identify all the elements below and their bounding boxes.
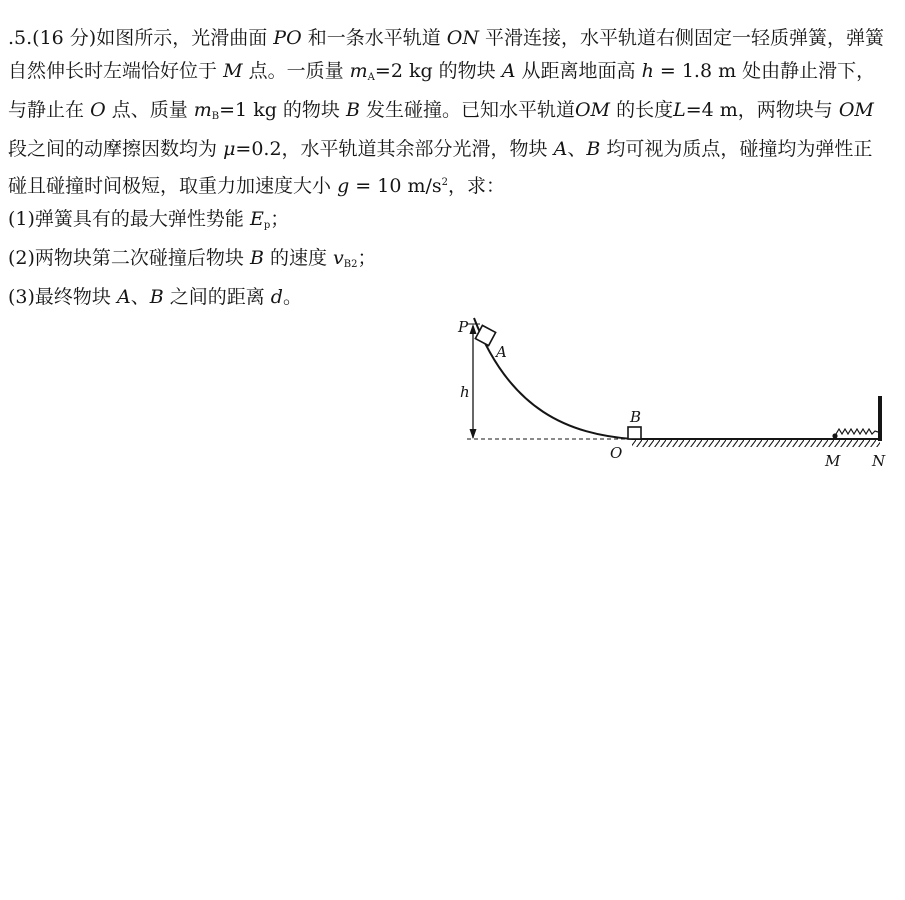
label-B: B [630,408,642,426]
stem-text-7: = 1.8 m 处由静止滑下，与静止在 [8,60,876,121]
var-h: h [641,60,654,82]
stem-text-13: 段之间的动摩擦因数均为 [8,138,218,160]
var-B: B [345,99,360,121]
label-P: P [458,318,469,336]
stem-text-16: 均可视为质点，碰撞均为弹性正碰且碰撞时间极短，取重力加速度大小 [8,138,873,197]
question-1 [8,203,888,242]
question-2 [8,242,888,281]
question-3-end: 。 [282,286,302,308]
question-3-sep: 、 [130,286,150,308]
stem-text-12: =4 m，两物块与 [685,99,833,121]
var-vB2: v [333,247,344,269]
stem-text-15: 、 [567,138,587,160]
q3-var-B: B [149,286,164,308]
var-OM-2: OM [838,99,874,121]
stem-text-9: =1 kg 的物块 [219,99,340,121]
label-h: h [460,383,470,401]
question-3-text: (3)最终物块 [8,286,111,308]
question-1-end: ； [270,208,290,230]
var-g: g [337,175,350,197]
curved-slope [474,318,632,439]
label-A: A [496,343,507,361]
question-2-text: (2)两物块第二次碰撞后物块 [8,247,244,269]
spring-end-M [832,433,837,438]
stem-text-8: 点、质量 [111,99,188,121]
diagram-svg [450,312,890,477]
stem-text-6: 从距离地面高 [521,60,636,82]
stem-text-17: = 10 m/s [355,175,442,197]
var-mA: m [349,60,368,82]
stem-text-14: =0.2，水平轨道其余部分光滑，物块 [235,138,548,160]
q3-var-A: A [116,286,131,308]
var-OM: OM [574,99,611,121]
sub-A: A [367,72,375,83]
label-O: O [610,444,623,462]
ground-hatching [632,440,880,447]
problem-stem [8,22,888,203]
question-3-mid: 之间的距离 [169,286,265,308]
stem-text-5: =2 kg 的物块 [374,60,496,82]
label-M: M [825,452,841,470]
question-3 [8,281,888,314]
var-B-2: B [586,138,601,160]
var-Ep: E [249,208,264,230]
question-1-text: (1)弹簧具有的最大弹性势能 [8,208,244,230]
var-mB: m [193,99,212,121]
wall-N [878,396,882,441]
var-M: M [223,60,243,82]
stem-text-4: 点。一质量 [248,60,344,82]
sub-p: p [263,220,271,231]
stem-text-11: 的长度 [616,99,674,121]
block-B [628,427,641,439]
var-O: O [90,99,106,121]
var-PO: PO [273,27,302,49]
var-mu: μ [223,138,236,160]
sub-B2: B2 [343,259,358,270]
var-A: A [501,60,516,82]
physics-diagram [450,312,890,477]
stem-text-1: 如图所示，光滑曲面 [96,27,268,49]
sub-B: B [211,111,220,122]
stem-text-3: 平滑连接，水平轨道右侧固定一轻质弹簧，弹簧自然伸长时左端恰好位于 [8,27,885,82]
var-A-2: A [553,138,568,160]
height-arrow-top [470,324,477,334]
problem-text [8,22,888,314]
problem-number: .5. [8,27,33,49]
question-2-end: ； [357,247,377,269]
var-d: d [270,286,283,308]
var-L: L [673,99,686,121]
problem-score: (16 分) [32,27,97,49]
stem-text-2: 和一条水平轨道 [307,27,441,49]
stem-text-18: ，求： [448,175,506,197]
question-2-mid: 的速度 [269,247,327,269]
stem-text-10: 发生碰撞。已知水平轨道 [365,99,575,121]
height-arrow-bottom [470,429,477,439]
label-N: N [872,452,886,470]
spring [836,429,878,434]
sup-2: 2 [441,177,449,188]
var-ON: ON [446,27,479,49]
q2-var-B: B [249,247,264,269]
